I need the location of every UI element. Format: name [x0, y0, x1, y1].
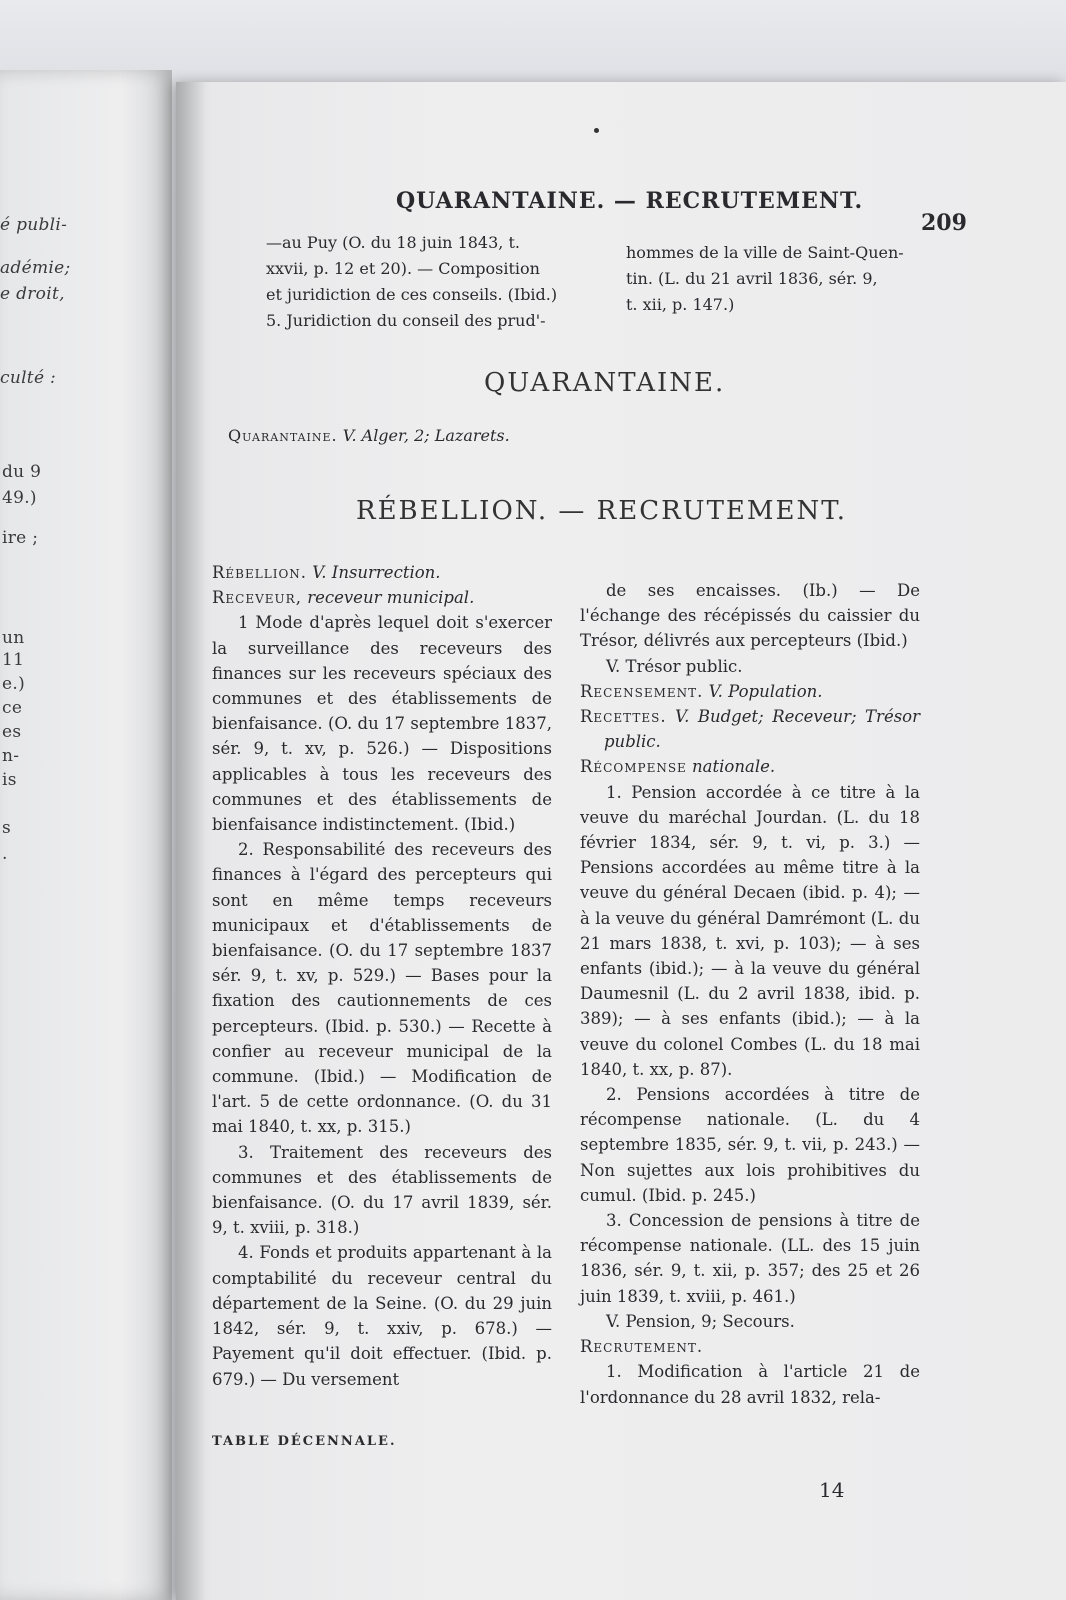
left-page-fragment: 11	[2, 650, 25, 670]
left-page-fragment: e.)	[2, 674, 25, 694]
index-paragraph: V. Pension, 9; Secours.	[606, 1311, 795, 1331]
book-page	[176, 82, 1066, 1600]
index-entry	[212, 585, 552, 610]
index-entry	[580, 679, 920, 704]
carryover-line: xxvii, p. 12 et 20). — Composition	[266, 259, 540, 278]
index-paragraph: 3. Traitement des receveurs des communes et des établissements de bienfaisance. (O. du 17 avril 1839, sér. 9, t. xviii, p. 318.)	[212, 1142, 552, 1238]
carryover-line: et juridiction de ces conseils. (Ibid.)	[266, 285, 558, 304]
entry-head: Rébellion.	[212, 563, 308, 582]
left-page-fragment: adémie;	[0, 258, 71, 278]
entry-text: V. Alger, 2; Lazarets.	[342, 426, 510, 445]
index-entry	[580, 704, 920, 754]
entry-head: Receveur,	[212, 588, 302, 608]
left-page-fragment: é publi-	[0, 215, 68, 235]
entry-text: V. Population.	[703, 681, 823, 701]
entry-text: receveur municipal.	[301, 588, 475, 608]
left-page-fragment: s	[2, 818, 12, 838]
carryover-line: t. xii, p. 147.)	[626, 295, 735, 314]
left-page-fragment: is	[2, 770, 17, 790]
column-right	[580, 578, 920, 1410]
left-page-fragment: .	[2, 844, 8, 864]
carryover-left	[266, 230, 586, 334]
left-page-fragment: ire ;	[2, 528, 39, 548]
index-paragraph: 2. Responsabilité des receveurs des finances à l'égard des percepteurs qui sont en même temps receveurs municipaux et d'établissements de bienfaisance. (O. du 17 septembre 1837 sér. 9, t. xv, p. 529.) — Bases pour la fixation des cautionnements de ces percepteurs. (Ibid. p. 530.) — Recette à confier au receveur municipal de la commune. (Ibid.) — Modification de l'art. 5 de cette ordonnance. (O. du 31 mai 1840, t. xx, p. 315.)	[212, 840, 552, 1137]
index-paragraph: 1. Pension accordée à ce titre à la veuve du maréchal Jourdan. (L. du 18 février 1834, sér. 9, t. vi, p. 3.) — Pensions accordées au même titre à la veuve du général Decaen (ibid. p. 4); — à la veuve du général Damrémont (L. du 21 mars 1838, t. xvi, p. 103); — à ses enfants (ibid.); — à la veuve du général Daumesnil (L. du 2 avril 1838, ibid. p. 389); — à ses enfants (ibid.); — à la veuve du colonel Combes (L. du 18 mai 1840, t. xx, p. 87).	[580, 782, 920, 1079]
sheet-number: 14	[819, 1478, 845, 1502]
page-number: 209	[921, 210, 967, 236]
signature-mark: TABLE DÉCENNALE.	[212, 1434, 397, 1449]
entry-quarantaine	[228, 426, 510, 445]
carryover-line: hommes de la ville de Saint-Quen-	[626, 243, 904, 262]
index-paragraph: V. Trésor public.	[606, 656, 743, 676]
column-left	[212, 560, 552, 1392]
index-entry	[580, 754, 920, 779]
entry-head: Recettes.	[580, 707, 667, 727]
index-entry	[212, 560, 552, 585]
entry-head: Récompense	[580, 757, 687, 777]
carryover-line: tin. (L. du 21 avril 1836, sér. 9,	[626, 269, 878, 288]
entry-head: Recrutement.	[580, 1337, 704, 1357]
left-page-fragment: du 9	[2, 462, 42, 482]
index-paragraph: 4. Fonds et produits appartenant à la comptabilité du receveur central du département de la Seine. (O. du 29 juin 1842, sér. 9, t. xxiv, p. 678.) — Payement qu'il doit effectuer. (Ibid. p. 679.) — Du versement	[212, 1243, 552, 1389]
carryover-line: 5. Juridiction du conseil des prud'-	[266, 311, 546, 330]
index-entry	[580, 1334, 920, 1359]
running-head: QUARANTAINE. — RECRUTEMENT.	[396, 188, 864, 214]
left-page-fragment: ce	[2, 698, 23, 718]
left-page-fragment: es	[2, 722, 22, 742]
index-paragraph: 1. Modification à l'article 21 de l'ordonnance du 28 avril 1832, rela-	[580, 1362, 920, 1407]
section-title-quarantaine: QUARANTAINE.	[484, 368, 726, 398]
index-paragraph: de ses encaisses. (Ib.) — De l'échange des récépissés du caissier du Trésor, délivrés aux percepteurs (Ibid.)	[580, 581, 920, 651]
index-paragraph: 1 Mode d'après lequel doit s'exercer la surveillance des receveurs des finances sur les receveurs spéciaux des communes et des établissements de bienfaisance. (O. du 17 septembre 1837, sér. 9, t. xv, p. 526.) — Dispositions applicables à tous les receveurs des communes et des établissements de bienfaisance indistinctement. (Ibid.)	[212, 613, 552, 835]
left-page-fragment: un	[2, 628, 25, 648]
index-paragraph: 2. Pensions accordées à titre de récompense nationale. (L. du 4 septembre 1835, sér. 9, t. vii, p. 243.) — Non sujettes aux lois prohibitives du cumul. (Ibid. p. 245.)	[580, 1085, 920, 1205]
left-page-fragment: n-	[2, 746, 20, 766]
entry-text: nationale.	[686, 757, 776, 777]
left-page-fragment: culté :	[0, 368, 57, 388]
index-paragraph: 3. Concession de pensions à titre de récompense nationale. (LL. des 15 juin 1836, sér. 9, t. xii, p. 357; des 25 et 26 juin 1839, t. xviii, p. 461.)	[580, 1211, 920, 1306]
entry-head: Recensement.	[580, 681, 704, 701]
entry-text: V. Insurrection.	[307, 563, 441, 582]
carryover-line: —au Puy (O. du 18 juin 1843, t.	[266, 233, 520, 252]
printer-mark	[594, 128, 599, 133]
left-page-fragment: e droit,	[0, 284, 65, 304]
carryover-right	[626, 240, 966, 318]
left-page-edge	[0, 70, 172, 1600]
left-page-fragment: 49.)	[2, 488, 37, 508]
entry-head: Quarantaine.	[228, 426, 338, 445]
section-title-rebellion: RÉBELLION. — RECRUTEMENT.	[356, 496, 848, 526]
entry-text: V. Budget; Receveur; Trésor public.	[604, 707, 920, 752]
